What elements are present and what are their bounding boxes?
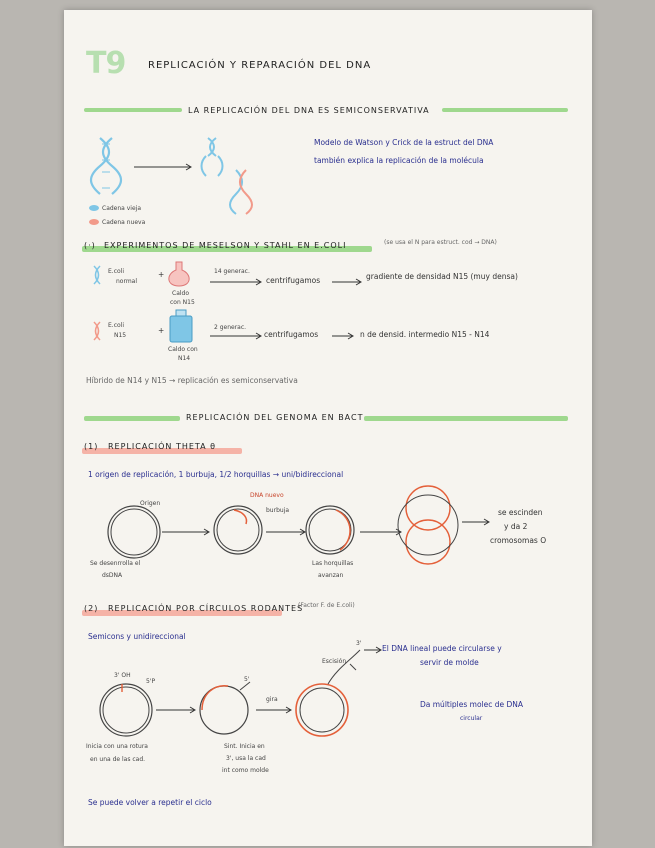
- nick-5p-label: 5'P: [146, 678, 156, 685]
- meselson-heading-number: (·): [84, 241, 96, 250]
- dna-new-label: DNA nuevo: [250, 492, 284, 499]
- row1-ecoli-sub: normal: [116, 278, 138, 285]
- rolling-5-label: 5': [244, 676, 250, 683]
- dna-helix-original: [91, 138, 121, 194]
- rolling-heading: REPLICACIÓN POR CÍRCULOS RODANTES: [108, 604, 304, 613]
- legend-new-swatch: [89, 219, 99, 225]
- bubble-label: burbuja: [266, 507, 290, 514]
- rolling-cap2-line2: 3', usa la cad: [226, 755, 266, 762]
- rolling-number: (2): [84, 604, 99, 613]
- linear-dna-note-2: servir de molde: [420, 658, 479, 667]
- theta-step-1: [108, 506, 160, 558]
- rolling-step-1: [100, 684, 152, 736]
- diagram-layer: [64, 10, 592, 846]
- theta-result-line1: se escinden: [498, 508, 543, 517]
- rolling-cap1-line1: Inicia con una rotura: [86, 743, 148, 750]
- row2-plus: +: [158, 326, 165, 335]
- rolling-cap1-line2: en una de las cad.: [90, 756, 146, 763]
- meselson-heading: EXPERIMENTOS DE MESELSON Y STAHL EN E.COLI: [104, 241, 347, 250]
- section-heading-semiconservative: LA REPLICACIÓN DEL DNA ES SEMICONSERVATIVA: [188, 106, 430, 115]
- genome-divider-right: [364, 416, 568, 421]
- row1-result: gradiente de densidad N15 (muy densa): [366, 272, 518, 281]
- row2-flask-label: Caldo con: [168, 346, 198, 353]
- dna-helix-replicating: [202, 138, 253, 214]
- flask-n15-icon: [169, 262, 189, 286]
- section-heading-genome: REPLICACIÓN DEL GENOMA EN BACT: [186, 413, 364, 422]
- ecoli-normal-icon: [94, 266, 100, 284]
- theta-step-2: [214, 506, 262, 554]
- row2-ecoli: E.coli: [108, 322, 125, 329]
- theta-cap3-line1: Las horquillas: [312, 560, 354, 567]
- row2-ecoli-sub: N15: [114, 332, 127, 339]
- row1-step: centrifugamos: [266, 276, 321, 285]
- watson-crick-note-2: también explica la replicación de la molécula: [314, 156, 484, 165]
- rolling-note: (Factor F. de E.coli): [298, 602, 355, 609]
- linear-dna-note: El DNA lineal puede circularse y: [382, 644, 502, 653]
- rolling-3-label: 3': [356, 640, 362, 647]
- genome-divider-left: [84, 416, 180, 421]
- theta-cap1-line2: dsDNA: [102, 572, 123, 579]
- legend-old-label: Cadena vieja: [102, 205, 142, 212]
- rolling-cap2-line3: int como molde: [222, 767, 269, 774]
- row1-ecoli: E.coli: [108, 268, 125, 275]
- theta-result-line3: cromosomas O: [490, 536, 547, 545]
- row2-step: centrifugamos: [264, 330, 319, 339]
- row2-flask-sub: N14: [178, 355, 191, 362]
- row1-generations: 14 generac.: [214, 268, 250, 275]
- row2-result: n de densid. intermedio N15 - N14: [360, 330, 490, 339]
- escision-label: Escisión: [322, 658, 347, 665]
- rolling-cap2-line1: Sint. Inicia en: [224, 743, 265, 750]
- legend-new-label: Cadena nueva: [102, 219, 146, 226]
- legend-old-swatch: [89, 205, 99, 211]
- theta-number: (1): [84, 442, 99, 451]
- ecoli-n15-icon: [94, 322, 100, 340]
- multiple-dna-note: Da múltiples molec de DNA: [420, 700, 524, 709]
- theta-result-line2: y da 2: [504, 522, 528, 531]
- topic-badge: T9: [86, 46, 126, 81]
- footer-note: Se puede volver a repetir el ciclo: [88, 798, 212, 807]
- theta-summary: 1 origen de replicación, 1 burbuja, 1/2 horquillas → uni/bidireccional: [88, 470, 344, 479]
- row2-generations: 2 generac.: [214, 324, 247, 331]
- nick-3oh-label: 3' OH: [114, 672, 131, 679]
- theta-step-4: [398, 486, 458, 564]
- rolling-summary: Semicons y unidireccional: [88, 632, 186, 641]
- meselson-heading-note: (se usa el N para estruct. cod → DNA): [384, 239, 497, 246]
- multiple-dna-note-2: circular: [460, 715, 483, 722]
- gira-label: gira: [266, 696, 278, 703]
- origin-label: Origen: [140, 500, 161, 507]
- hybrid-conclusion: Híbrido de N14 y N15 → replicación es semiconservativa: [86, 376, 298, 385]
- row1-plus: +: [158, 270, 165, 279]
- section-divider-right: [442, 108, 568, 112]
- section-divider-left: [84, 108, 182, 112]
- rolling-step-2: [200, 682, 250, 734]
- watson-crick-note: Modelo de Watson y Crick de la estruct del DNA: [314, 138, 494, 147]
- notes-page: [64, 10, 592, 846]
- theta-step-3: [306, 506, 354, 554]
- flask-n14-icon: [170, 310, 192, 342]
- theta-cap1-line1: Se desenrrolla el: [90, 560, 141, 567]
- theta-cap3-line2: avanzan: [318, 572, 344, 579]
- theta-heading: REPLICACIÓN THETA θ: [108, 442, 217, 451]
- page-title: REPLICACIÓN Y REPARACIÓN DEL DNA: [148, 60, 372, 71]
- row1-flask-sub: con N15: [170, 299, 195, 306]
- row1-flask-label: Caldo: [172, 290, 190, 297]
